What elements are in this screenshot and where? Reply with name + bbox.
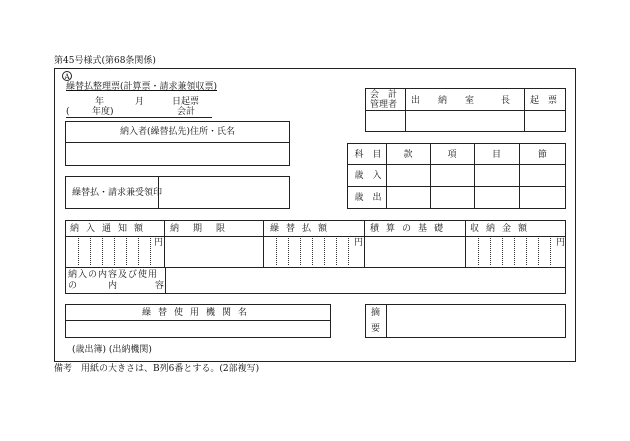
- account-row-revenue: 歳 入: [354, 171, 382, 181]
- yen-unit: 円: [556, 238, 566, 248]
- admin-label-2: 管理者: [370, 100, 398, 110]
- detail-header-payment: 繰替払額: [270, 224, 335, 234]
- yen-unit: 円: [154, 238, 164, 248]
- form-number: 第45号様式(第68条関係): [54, 56, 156, 66]
- summary-box: [365, 304, 566, 338]
- payer-label: 納入者(繰替払先)住所・氏名: [119, 127, 236, 137]
- detail-header-basis: 積算の基礎: [370, 224, 451, 234]
- account-header-kan: 款: [403, 150, 413, 160]
- detail-header-collected: 収納金額: [470, 224, 535, 234]
- fiscal-accounting: 会計: [177, 107, 196, 117]
- seal-label: 繰替払・請求兼受領印: [72, 188, 163, 198]
- detail-header-notice: 納入通知額: [70, 224, 151, 234]
- admin-signature: 起 票: [530, 96, 558, 106]
- account-header-kou: 項: [447, 150, 457, 160]
- fiscal-underline: [66, 117, 212, 118]
- account-header-moku: 目: [491, 150, 501, 160]
- fiscal-year: 年度): [92, 107, 114, 117]
- summary-label-1: 摘: [371, 308, 381, 318]
- footer-note: (歳出簿) (出納機関): [72, 345, 152, 355]
- date-day: 日起票: [172, 97, 200, 107]
- remark: 備考 用紙の大きさは、B列6番とする。(2部複写): [54, 364, 260, 374]
- detail-header-deadline: 納期限: [170, 224, 240, 234]
- account-header-subject: 科 目: [354, 150, 382, 160]
- date-month: 月: [135, 97, 145, 107]
- content-label-2b: 内: [108, 281, 118, 291]
- fiscal-paren: (: [66, 107, 70, 117]
- summary-label-2: 要: [371, 324, 381, 334]
- content-label-2a: の: [68, 281, 78, 291]
- date-year: 年: [95, 97, 105, 107]
- content-label-2c: 容: [155, 281, 165, 291]
- yen-unit: 円: [354, 238, 364, 248]
- admin-office: 出 納 室 長: [411, 96, 511, 106]
- account-row-expenditure: 歳 出: [354, 193, 382, 203]
- stamp-symbol: A: [62, 71, 72, 81]
- agency-label: 繰替使用機関名: [141, 308, 254, 318]
- content-label-1: 納入の内容及び使用: [68, 270, 159, 280]
- account-header-setsu: 節: [537, 150, 547, 160]
- document-title: 繰替払整理票(計算票・請求兼領収票): [66, 82, 218, 92]
- admin-label-1: 会 計: [370, 90, 398, 100]
